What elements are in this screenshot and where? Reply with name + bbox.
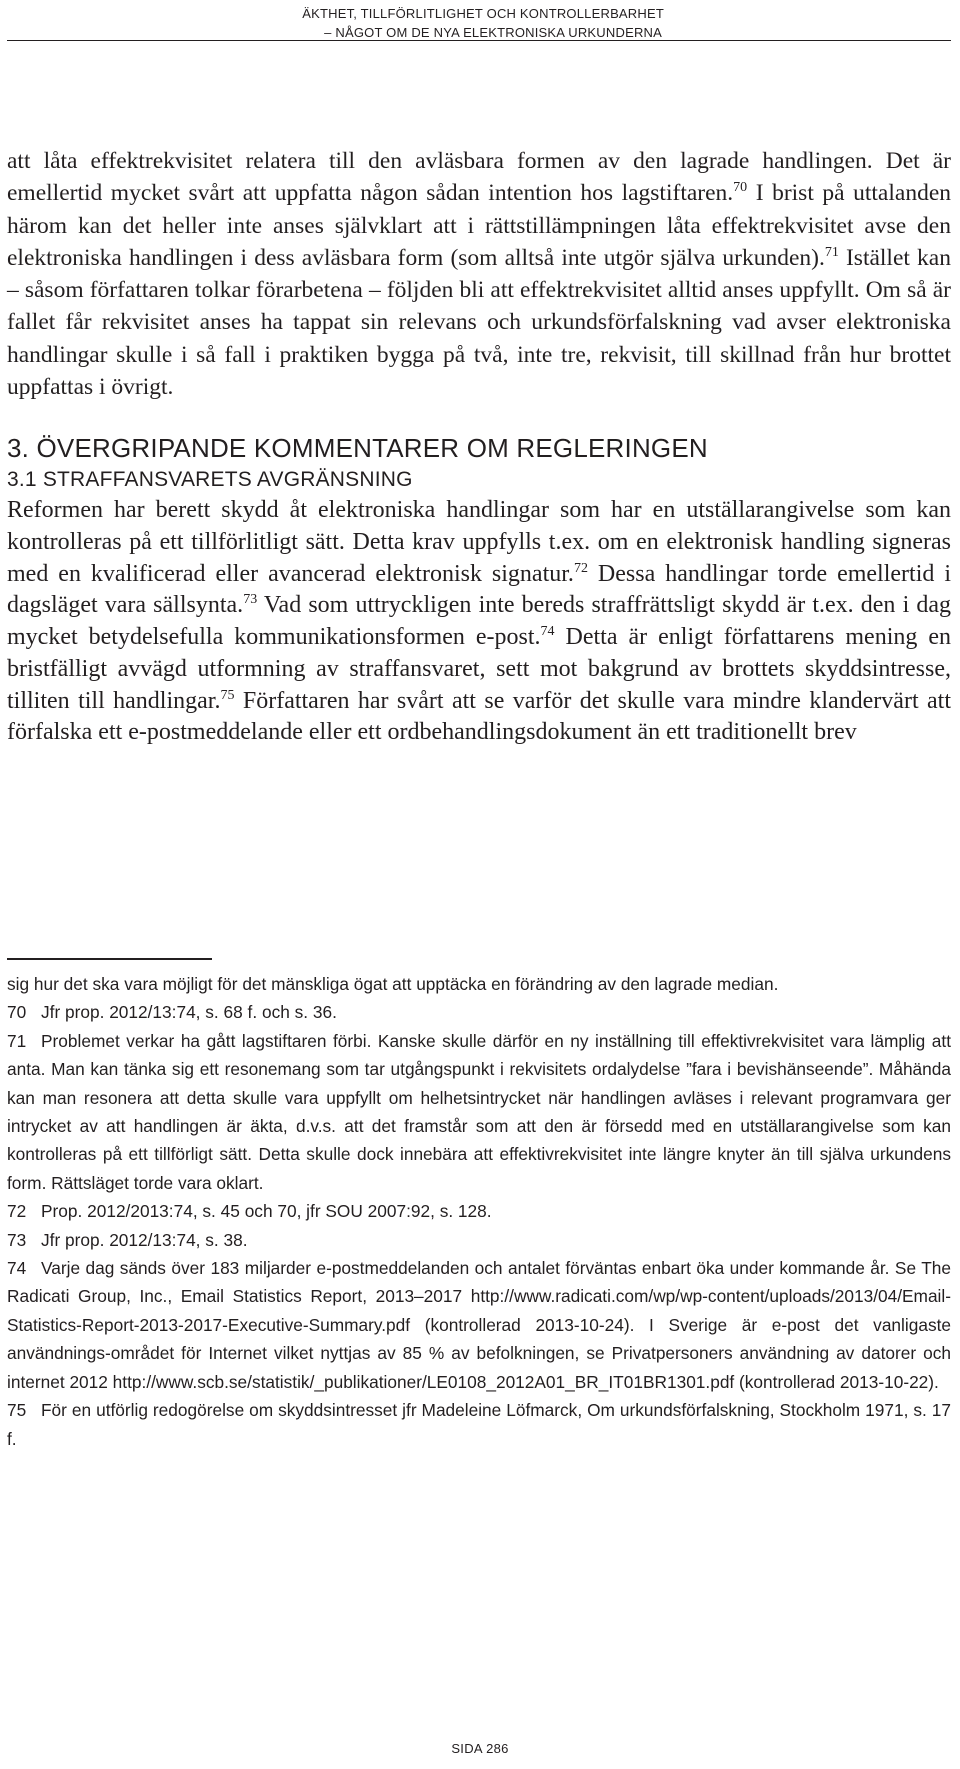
footnote-text: Jfr prop. 2012/13:74, s. 38. xyxy=(41,1229,248,1250)
footnote-number: 73 xyxy=(7,1229,27,1250)
footnote-number: 74 xyxy=(7,1258,27,1279)
body-text: Författaren har svårt att se varför det skulle vara mindre klandervärt att förfalska ett e-postmeddelande eller ett ordbehandlingsdokument än ett traditionellt brev xyxy=(7,687,952,746)
footnote-number: 71 xyxy=(7,1030,27,1051)
body-text: Istället kan – såsom författaren tolkar förarbetena – följden bli att effektrekvisitet alltid anses uppfyllt. Om så är fallet får rekvisitet anses ha tappat sin relevans och urkundsförfalskning vad avser elektroniska handlingar skulle i så fall i praktiken bygga på två, inte tre, rekvisit, till skillnad från hur brottet uppfattas i övrigt. xyxy=(7,244,951,401)
body-text: I brist på uttalanden härom kan det heller inte anses självklart att i rättstillämpningen låta effektrekvisitet avse den elektroniska handlingen i dess avläsbara form (som alltså inte utgör själva urkunden). xyxy=(7,180,951,271)
footnote-ref-72[interactable]: 72 xyxy=(573,560,588,576)
body-paragraph-1 xyxy=(7,145,951,403)
footnote-number: 72 xyxy=(7,1201,27,1222)
footnote-ref-75[interactable]: 75 xyxy=(220,687,235,703)
footnote-ref-73[interactable]: 73 xyxy=(243,592,258,608)
body-text: Reformen har berett skydd åt elektroniska handlingar som har en utställarangivelse som kan kontrolleras på ett tillförlitligt sätt. Detta krav uppfylls t.ex. om en elektronisk handling signeras med en kvalificerad eller avancerad elektronisk signatur. xyxy=(7,497,951,587)
header-rule xyxy=(7,40,951,41)
footnote-ref-70[interactable]: 70 xyxy=(733,180,748,196)
footnote-74 xyxy=(7,1254,951,1396)
body-text: att låta effektrekvisitet relatera till den avläsbara formen av den lagrade handlingen. Det är emellertid mycket svårt att uppfatta någon sådan intention hos lagstiftaren. xyxy=(7,148,951,207)
running-head-line-1: ÄKTHET, TILLFÖRLITLIGHET OCH KONTROLLERBARHET xyxy=(302,6,664,21)
subsection-heading: 3.1 STRAFFANSVARETS AVGRÄNSNING xyxy=(7,468,413,492)
footnote-text: För en utförlig redogörelse om skyddsintresset jfr Madeleine Löfmarck, Om urkundsförfalskning, Stockholm 1971, s. 17 f. xyxy=(7,1400,951,1449)
footnote-continued: sig hur det ska vara möjligt för det mänskliga ögat att upptäcka en förändring av den lagrade median. xyxy=(7,974,779,994)
section-heading: 3. ÖVERGRIPANDE KOMMENTARER OM REGLERINGEN xyxy=(7,433,708,464)
footnote-71 xyxy=(7,1027,951,1197)
body-text: Vad som uttryckligen inte bereds straffrättsligt skydd är t.ex. den i dag mycket betydelsefulla kommunikationsformen e-post. xyxy=(7,592,952,651)
footnote-ref-71[interactable]: 71 xyxy=(824,245,839,261)
body-paragraph-2 xyxy=(7,495,951,749)
footnote-rule xyxy=(7,958,212,960)
running-head-line-2: – NÅGOT OM DE NYA ELEKTRONISKA URKUNDERNA xyxy=(324,25,662,40)
footnote-text: Prop. 2012/2013:74, s. 45 och 70, jfr SOU 2007:92, s. 128. xyxy=(41,1201,492,1222)
footnote-70 xyxy=(7,998,951,1026)
footnotes xyxy=(7,970,951,1453)
body-text: Dessa handlingar torde emellertid i dagsläget vara sällsynta. xyxy=(7,560,952,619)
footnote-ref-74[interactable]: 74 xyxy=(540,624,555,640)
page-number: SIDA 286 xyxy=(451,1741,509,1756)
footnote-75 xyxy=(7,1396,951,1453)
footnote-number: 75 xyxy=(7,1400,27,1421)
footnote-text: Varje dag sänds över 183 miljarder e-postmeddelanden och antalet förväntas enbart öka under kommande år. Se The Radicati Group, Inc., Email Statistics Report, 2013–2017 http://www.radicati.com/wp/wp-content/uploads/2013/04/Email-Statistics-Report-2013-2017-Executive-Summary.pdf (kontrollerad 2013-10-24). I Sverige är e-post det vanligaste användnings-området för Internet vilket nyttjas av 85 % av befolkningen, se Privatpersoners användning av datorer och internet 2012 http://www.scb.se/statistik/_publikationer/LE0108_2012A01_BR_IT01BR1301.pdf (kontrollerad 2013-10-22). xyxy=(7,1258,951,1392)
footnote-text: Problemet verkar ha gått lagstiftaren förbi. Kanske skulle därför en ny inställning till effektivrekvisitet vara lämplig att anta. Man kan tänka sig ett resonemang som tar utgångspunkt i rekvisitets ordalydelse ”fara i bevishänseende”. Måhända kan man resonera att detta skulle vara uppfyllt om helhetsintrycket när handlingen avläses i relevant programvara ger intrycket av att handlingen är äkta, d.v.s. att det framstår som att den är försedd med en utställarangivelse som kan kontrolleras på ett tillförligt sätt. Detta skulle dock innebära att effektivrekvisitet inte längre knyter än till själva urkundens form. Rättsläget torde vara oklart. xyxy=(7,1030,951,1193)
footnote-72 xyxy=(7,1197,951,1225)
running-head xyxy=(244,4,664,42)
footnote-73 xyxy=(7,1226,951,1254)
footnote-number: 70 xyxy=(7,1002,27,1023)
footnote-text: Jfr prop. 2012/13:74, s. 68 f. och s. 36. xyxy=(41,1002,337,1023)
main-text xyxy=(7,145,951,749)
body-text: Detta är enligt författarens mening en bristfälligt avvägd utformning av straffansvaret, sett mot bakgrund av brottets skyddsintresse, tilliten till handlingar. xyxy=(7,624,952,714)
